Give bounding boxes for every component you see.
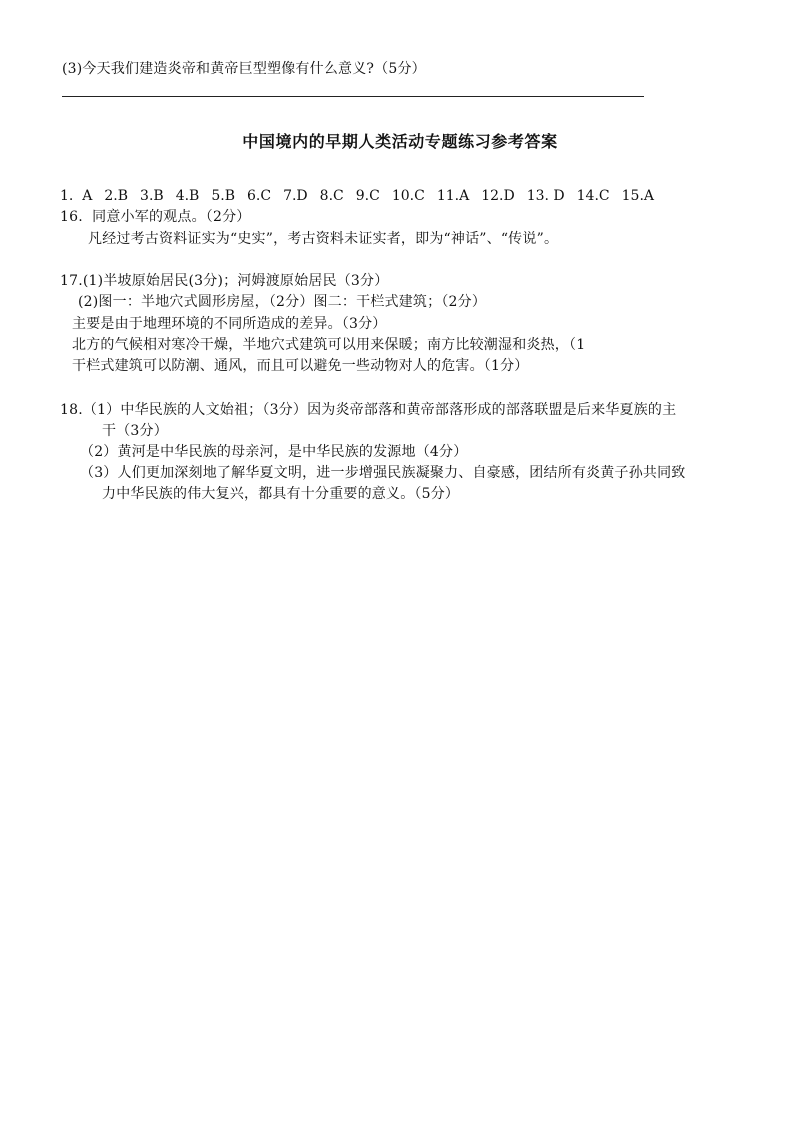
mc-answer: 14.C [576,188,610,204]
q16-line-2: 凡经过考古资料证实为“史实”，考古资料未证实者，即为“神话”、“传说”。 [88,231,559,247]
mc-answer: 8.C [319,188,344,204]
multiple-choice-answers [60,187,666,205]
q17-line-3: 主要是由于地理环境的不同所造成的差异。（3分） [72,316,387,332]
mc-answer: 11.A [436,188,470,204]
mc-answer: 5.B [211,188,235,204]
header-question: (3)今天我们建造炎帝和黄帝巨型塑像有什么意义?（5分） [62,61,426,77]
q18-line-2: 干（3分） [102,423,168,439]
page-title: 中国境内的早期人类活动专题练习参考答案 [242,132,558,151]
q17-line-1: 17.(1)半坡原始居民(3分)；河姆渡原始居民（3分） [60,273,389,289]
mc-answer: 13. D [526,188,565,204]
mc-answer: 12.D [481,188,515,204]
mc-answer: 9.C [355,188,380,204]
mc-answer: 4.B [175,188,200,204]
mc-answer: 10.C [391,188,425,204]
q18-line-1: 18.（1）中华民族的人文始祖；（3分）因为炎帝部落和黄帝部落形成的部落联盟是后来华夏族的主 [60,402,677,418]
q18-line-3: （2）黄河是中华民族的母亲河，是中华民族的发源地（4分） [80,444,468,460]
q18-line-5: 力中华民族的伟大复兴，都具有十分重要的意义。（5分） [102,486,460,502]
mc-answer: 1. A [60,188,93,204]
mc-answer: 3.B [140,188,164,204]
mc-answer: 6.C [247,188,272,204]
mc-answer: 2.B [104,188,129,204]
mc-answer: 15.A [621,188,654,204]
separator-rule [62,96,644,97]
mc-answer: 7.D [283,188,308,204]
q17-line-4: 北方的气候相对寒冷干燥，半地穴式建筑可以用来保暖；南方比较潮湿和炎热，（1 [72,337,586,353]
q16-line-1: 16. 同意小军的观点。（2分） [60,209,251,225]
q17-line-5: 干栏式建筑可以防潮、通风，而且可以避免一些动物对人的危害。（1分） [72,358,529,374]
q17-line-2: (2)图一：半地穴式圆形房屋，（2分）图二：干栏式建筑；（2分） [78,294,487,310]
q18-line-4: （3）人们更加深刻地了解华夏文明，进一步增强民族凝聚力、自豪感，团结所有炎黄子孙共同致 [80,465,686,481]
